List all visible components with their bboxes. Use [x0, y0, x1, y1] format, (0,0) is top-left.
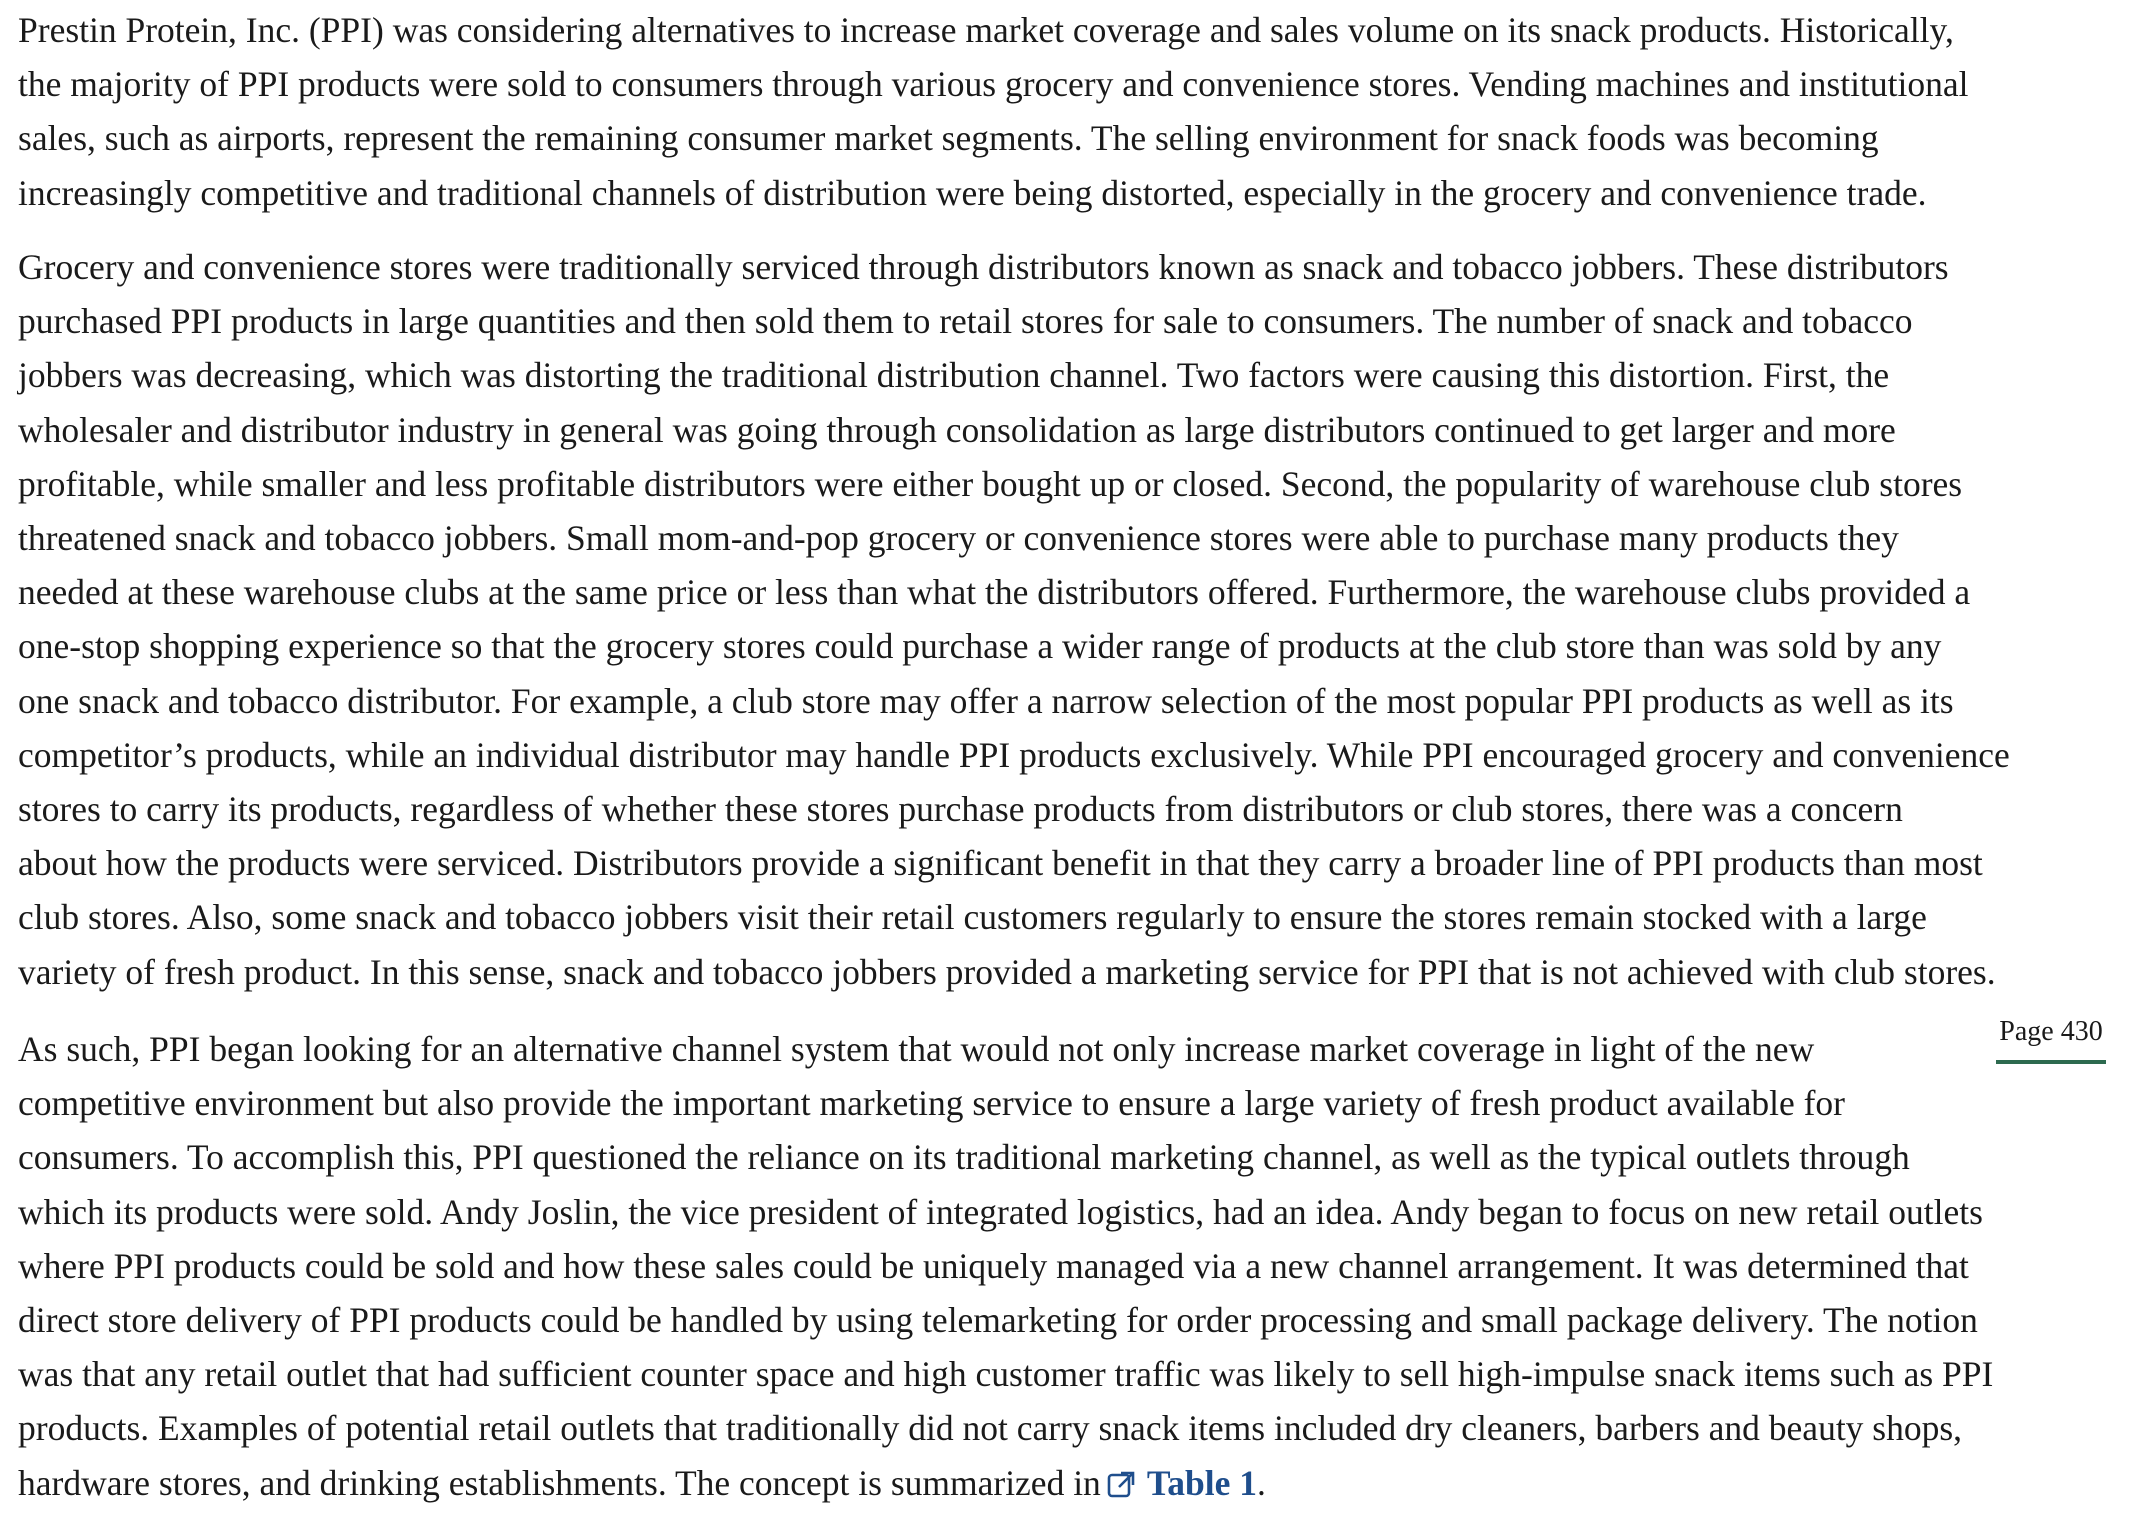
text-line-last	[18, 1456, 1993, 1514]
text-line: stores to carry its products, regardless of whether these stores purchase products from distributors or club stores, there was a concern	[18, 789, 1903, 830]
text-line: profitable, while smaller and less profitable distributors were either bought up or closed. Second, the popularity of warehouse club stores	[18, 463, 1963, 504]
text-line: competitive environment but also provide the important marketing service to ensure a large variety of fresh product available for	[18, 1083, 1845, 1124]
last-line-suffix: .	[1256, 1462, 1266, 1503]
text-line: wholesaler and distributor industry in general was going through consolidation as large distributors continued to get larger and more	[18, 409, 1896, 450]
text-line: products. Examples of potential retail outlets that traditionally did not carry snack items included dry cleaners, barbers and beauty shops,	[18, 1408, 1963, 1449]
text-line: Prestin Protein, Inc. (PPI) was considering alternatives to increase market coverage and sales volume on its snack products. Historically,	[18, 10, 1954, 50]
text-line: one-stop shopping experience so that the grocery stores could purchase a wider range of products at the club store than was sold by any	[18, 626, 1942, 667]
page-number-marker: Page 430	[1996, 1012, 2106, 1064]
text-line: needed at these warehouse clubs at the same price or less than what the distributors offered. Furthermore, the warehouse clubs provided a	[18, 572, 1971, 613]
text-line: direct store delivery of PPI products could be handled by using telemarketing for order processing and small package delivery. The notion	[18, 1300, 1978, 1341]
text-line: As such, PPI began looking for an alternative channel system that would not only increase market coverage in light of the new	[18, 1029, 1815, 1069]
text-line: jobbers was decreasing, which was distorting the traditional distribution channel. Two factors were causing this distortion. First, the	[18, 355, 1890, 396]
text-line: consumers. To accomplish this, PPI questioned the reliance on its traditional marketing channel, as well as the typical outlets through	[18, 1137, 1910, 1178]
last-line-prefix: hardware stores, and drinking establishments. The concept is summarized in	[18, 1462, 1101, 1503]
text-line: increasingly competitive and traditional channels of distribution were being distorted, especially in the grocery and convenience trade.	[18, 172, 1927, 213]
text-line: sales, such as airports, represent the remaining consumer market segments. The selling environment for snack foods was becoming	[18, 118, 1879, 159]
text-line: club stores. Also, some snack and tobacco jobbers visit their retail customers regularly to ensure the stores remain stocked with a large	[18, 897, 1927, 938]
text-line: variety of fresh product. In this sense, snack and tobacco jobbers provided a marketing service for PPI that is not achieved with club stores.	[18, 951, 1996, 992]
text-line: purchased PPI products in large quantities and then sold them to retail stores for sale to consumers. The number of snack and tobacco	[18, 301, 1913, 342]
text-line: Grocery and convenience stores were traditionally serviced through distributors known as snack and tobacco jobbers. These distributors	[18, 247, 1949, 287]
text-line: where PPI products could be sold and how these sales could be uniquely managed via a new channel arrangement. It was determined that	[18, 1245, 1969, 1286]
paragraph-1	[18, 3, 1968, 220]
table-1-link-label: Table 1	[1146, 1462, 1257, 1503]
text-line: the majority of PPI products were sold to consumers through various grocery and convenience stores. Vending machines and institutional	[18, 64, 1969, 105]
text-line: one snack and tobacco distributor. For example, a club store may offer a narrow selection of the most popular PPI products as well as its	[18, 680, 1954, 721]
paragraph-3	[18, 1022, 1993, 1514]
text-line: which its products were sold. Andy Joslin, the vice president of integrated logistics, had an idea. Andy began to focus on new retail outlets	[18, 1191, 1983, 1232]
text-line: threatened snack and tobacco jobbers. Small mom-and-pop grocery or convenience stores were able to purchase many products they	[18, 518, 1899, 559]
external-link-icon	[1107, 1460, 1137, 1514]
paragraph-2	[18, 240, 2010, 999]
text-line: was that any retail outlet that had sufficient counter space and high customer traffic was likely to sell high-impulse snack items such as PPI	[18, 1354, 1994, 1395]
table-1-link[interactable]	[1101, 1463, 1257, 1503]
text-line: competitor’s products, while an individual distributor may handle PPI products exclusively. While PPI encouraged grocery and convenience	[18, 734, 2010, 775]
text-line: about how the products were serviced. Distributors provide a significant benefit in that they carry a broader line of PPI products than most	[18, 843, 1983, 884]
